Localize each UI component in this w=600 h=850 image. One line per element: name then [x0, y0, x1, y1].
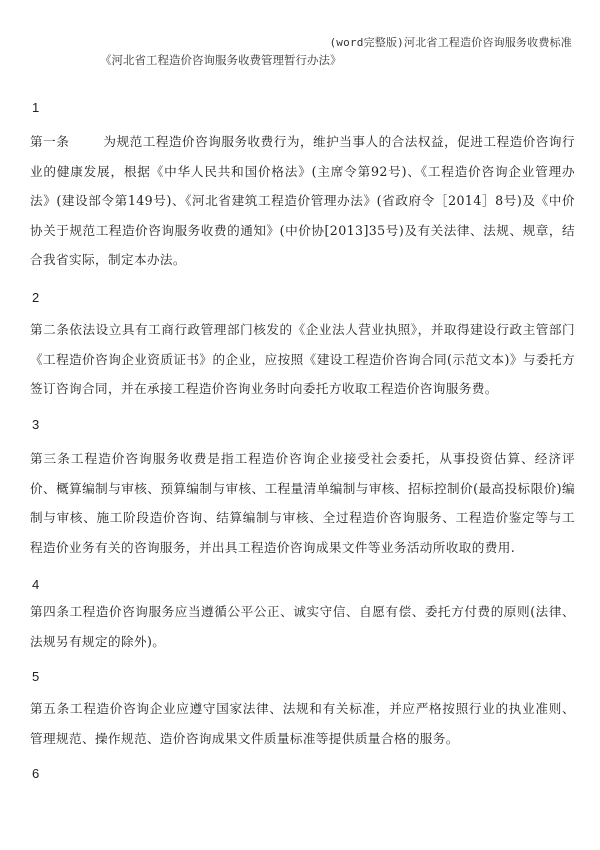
document-title: 《河北省工程造价咨询服务收费管理暂行办法》 [100, 53, 342, 67]
article-1-label: 第一条 [30, 134, 70, 149]
article-5: 第五条工程造价咨询企业应遵守国家法律、法规和有关标准，并应严格按照行业的执业准则、管理规范、操作规范、造价咨询成果文件质量标准等提供质量合格的服务。 [30, 701, 575, 746]
article-2: 第二条依法设立具有工商行政管理部门核发的《企业法人营业执照》，并取得建设行政主管部门《工程造价咨询企业资质证书》的企业，应按照《建设工程造价咨询合同(示范文本)》与委托方签订咨询合同，并在承接工程造价咨询业务时向委托方收取工程造价咨询服务费。 [30, 322, 575, 396]
section-number-2: 2 [32, 290, 40, 305]
page-header: (word完整版)河北省工程造价咨询服务收费标准 [329, 36, 572, 49]
section-number-1: 1 [32, 100, 40, 115]
section-number-4: 4 [32, 577, 40, 592]
article-1 [30, 127, 575, 275]
article-4: 第四条工程造价咨询服务应当遵循公平公正、诚实守信、自愿有偿、委托方付费的原则(法律、法规另有规定的除外)。 [30, 604, 575, 649]
article-3: 第三条工程造价咨询服务收费是指工程造价咨询企业接受社会委托，从事投资估算、经济评价、概算编制与审核、预算编制与审核、工程量清单编制与审核、招标控制价(最高投标限价)编制与审核、施工阶段造价咨询、结算编制与审核、全过程造价咨询服务、工程造价鉴定等与工程造价业务有关的咨询服务，并出具工程造价咨询成果文件等业务活动所收取的费用. [30, 451, 575, 555]
section-number-6: 6 [32, 766, 40, 781]
article-1-text: 为规范工程造价咨询服务收费行为，维护当事人的合法权益，促进工程造价咨询行业的健康发展，根据《中华人民共和国价格法》(主席令第92号)、《工程造价咨询企业管理办法》(建设部令第149号)、《河北省建筑工程造价管理办法》(省政府令［2014］8号)及《中价协关于规范工程造价咨询服务收费的通知》(中价协[2013]35号)及有关法律、法规、规章，结合我省实际，制定本办法。 [30, 134, 575, 267]
section-number-3: 3 [32, 417, 40, 432]
section-number-5: 5 [32, 669, 40, 684]
